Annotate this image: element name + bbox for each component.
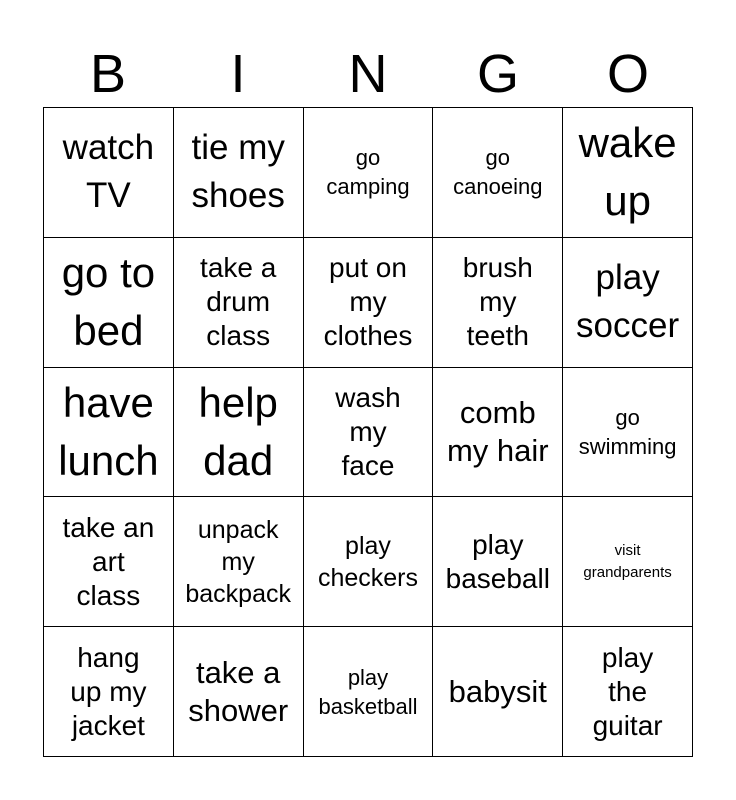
bingo-cell[interactable] <box>433 627 563 757</box>
bingo-cell-text: tie my shoes <box>191 128 285 216</box>
bingo-cell[interactable] <box>563 368 693 498</box>
bingo-cell-text: hang up my jacket <box>70 641 147 741</box>
header-letter-b: B <box>89 44 127 104</box>
bingo-cell[interactable] <box>563 108 693 238</box>
bingo-cell-text: comb my hair <box>446 394 549 468</box>
bingo-cell-text: take a shower <box>188 654 289 728</box>
bingo-cell[interactable] <box>44 627 174 757</box>
bingo-cell-text: unpack my backpack <box>185 515 291 608</box>
bingo-cell-text: go swimming <box>578 404 677 459</box>
bingo-cell[interactable] <box>304 497 434 627</box>
bingo-cell-text: play the guitar <box>592 641 663 741</box>
bingo-cell-text: play checkers <box>317 531 419 592</box>
bingo-board <box>43 107 693 757</box>
bingo-cell[interactable] <box>563 627 693 757</box>
bingo-cell[interactable] <box>304 238 434 368</box>
header-letter-g: G <box>476 44 519 104</box>
bingo-cell[interactable] <box>304 108 434 238</box>
bingo-cell-text: wash my face <box>335 381 401 481</box>
bingo-cell-text: have lunch <box>58 378 159 484</box>
bingo-cell[interactable] <box>44 238 174 368</box>
bingo-cell-text: go to bed <box>61 249 156 355</box>
header-letter-i: I <box>230 44 246 104</box>
bingo-cell[interactable] <box>174 238 304 368</box>
bingo-cell-text: watch TV <box>62 128 155 216</box>
bingo-cell[interactable] <box>44 368 174 498</box>
bingo-cell[interactable] <box>433 108 563 238</box>
bingo-cell[interactable] <box>174 627 304 757</box>
bingo-cell-text: visit grandparents <box>583 541 672 581</box>
bingo-cell-text: go canoeing <box>453 145 543 200</box>
bingo-cell[interactable] <box>433 238 563 368</box>
bingo-cell-text: take an art class <box>62 511 155 611</box>
bingo-cell-text: play soccer <box>576 258 680 346</box>
header-letter-n: N <box>348 44 388 104</box>
bingo-cell-text: play basketball <box>318 664 418 719</box>
bingo-cell-text: help dad <box>198 378 278 484</box>
bingo-header <box>43 40 693 108</box>
bingo-cell[interactable] <box>44 108 174 238</box>
bingo-cell[interactable] <box>44 497 174 627</box>
bingo-cell-text: play baseball <box>445 528 550 594</box>
bingo-cell[interactable] <box>174 497 304 627</box>
header-letter-o: O <box>606 44 649 104</box>
bingo-cell-text: take a drum class <box>200 252 277 352</box>
bingo-cell-text: go camping <box>326 145 410 200</box>
bingo-cell-text: put on my clothes <box>323 252 413 352</box>
bingo-cell[interactable] <box>304 368 434 498</box>
bingo-cell[interactable] <box>304 627 434 757</box>
bingo-cell[interactable] <box>563 238 693 368</box>
bingo-cell[interactable] <box>174 368 304 498</box>
bingo-cell-text: wake up <box>578 119 677 225</box>
bingo-cell[interactable] <box>563 497 693 627</box>
bingo-cell[interactable] <box>433 497 563 627</box>
bingo-cell-text: babysit <box>448 673 547 709</box>
bingo-cell[interactable] <box>174 108 304 238</box>
bingo-cell[interactable] <box>433 368 563 498</box>
bingo-cell-text: brush my teeth <box>462 252 533 352</box>
